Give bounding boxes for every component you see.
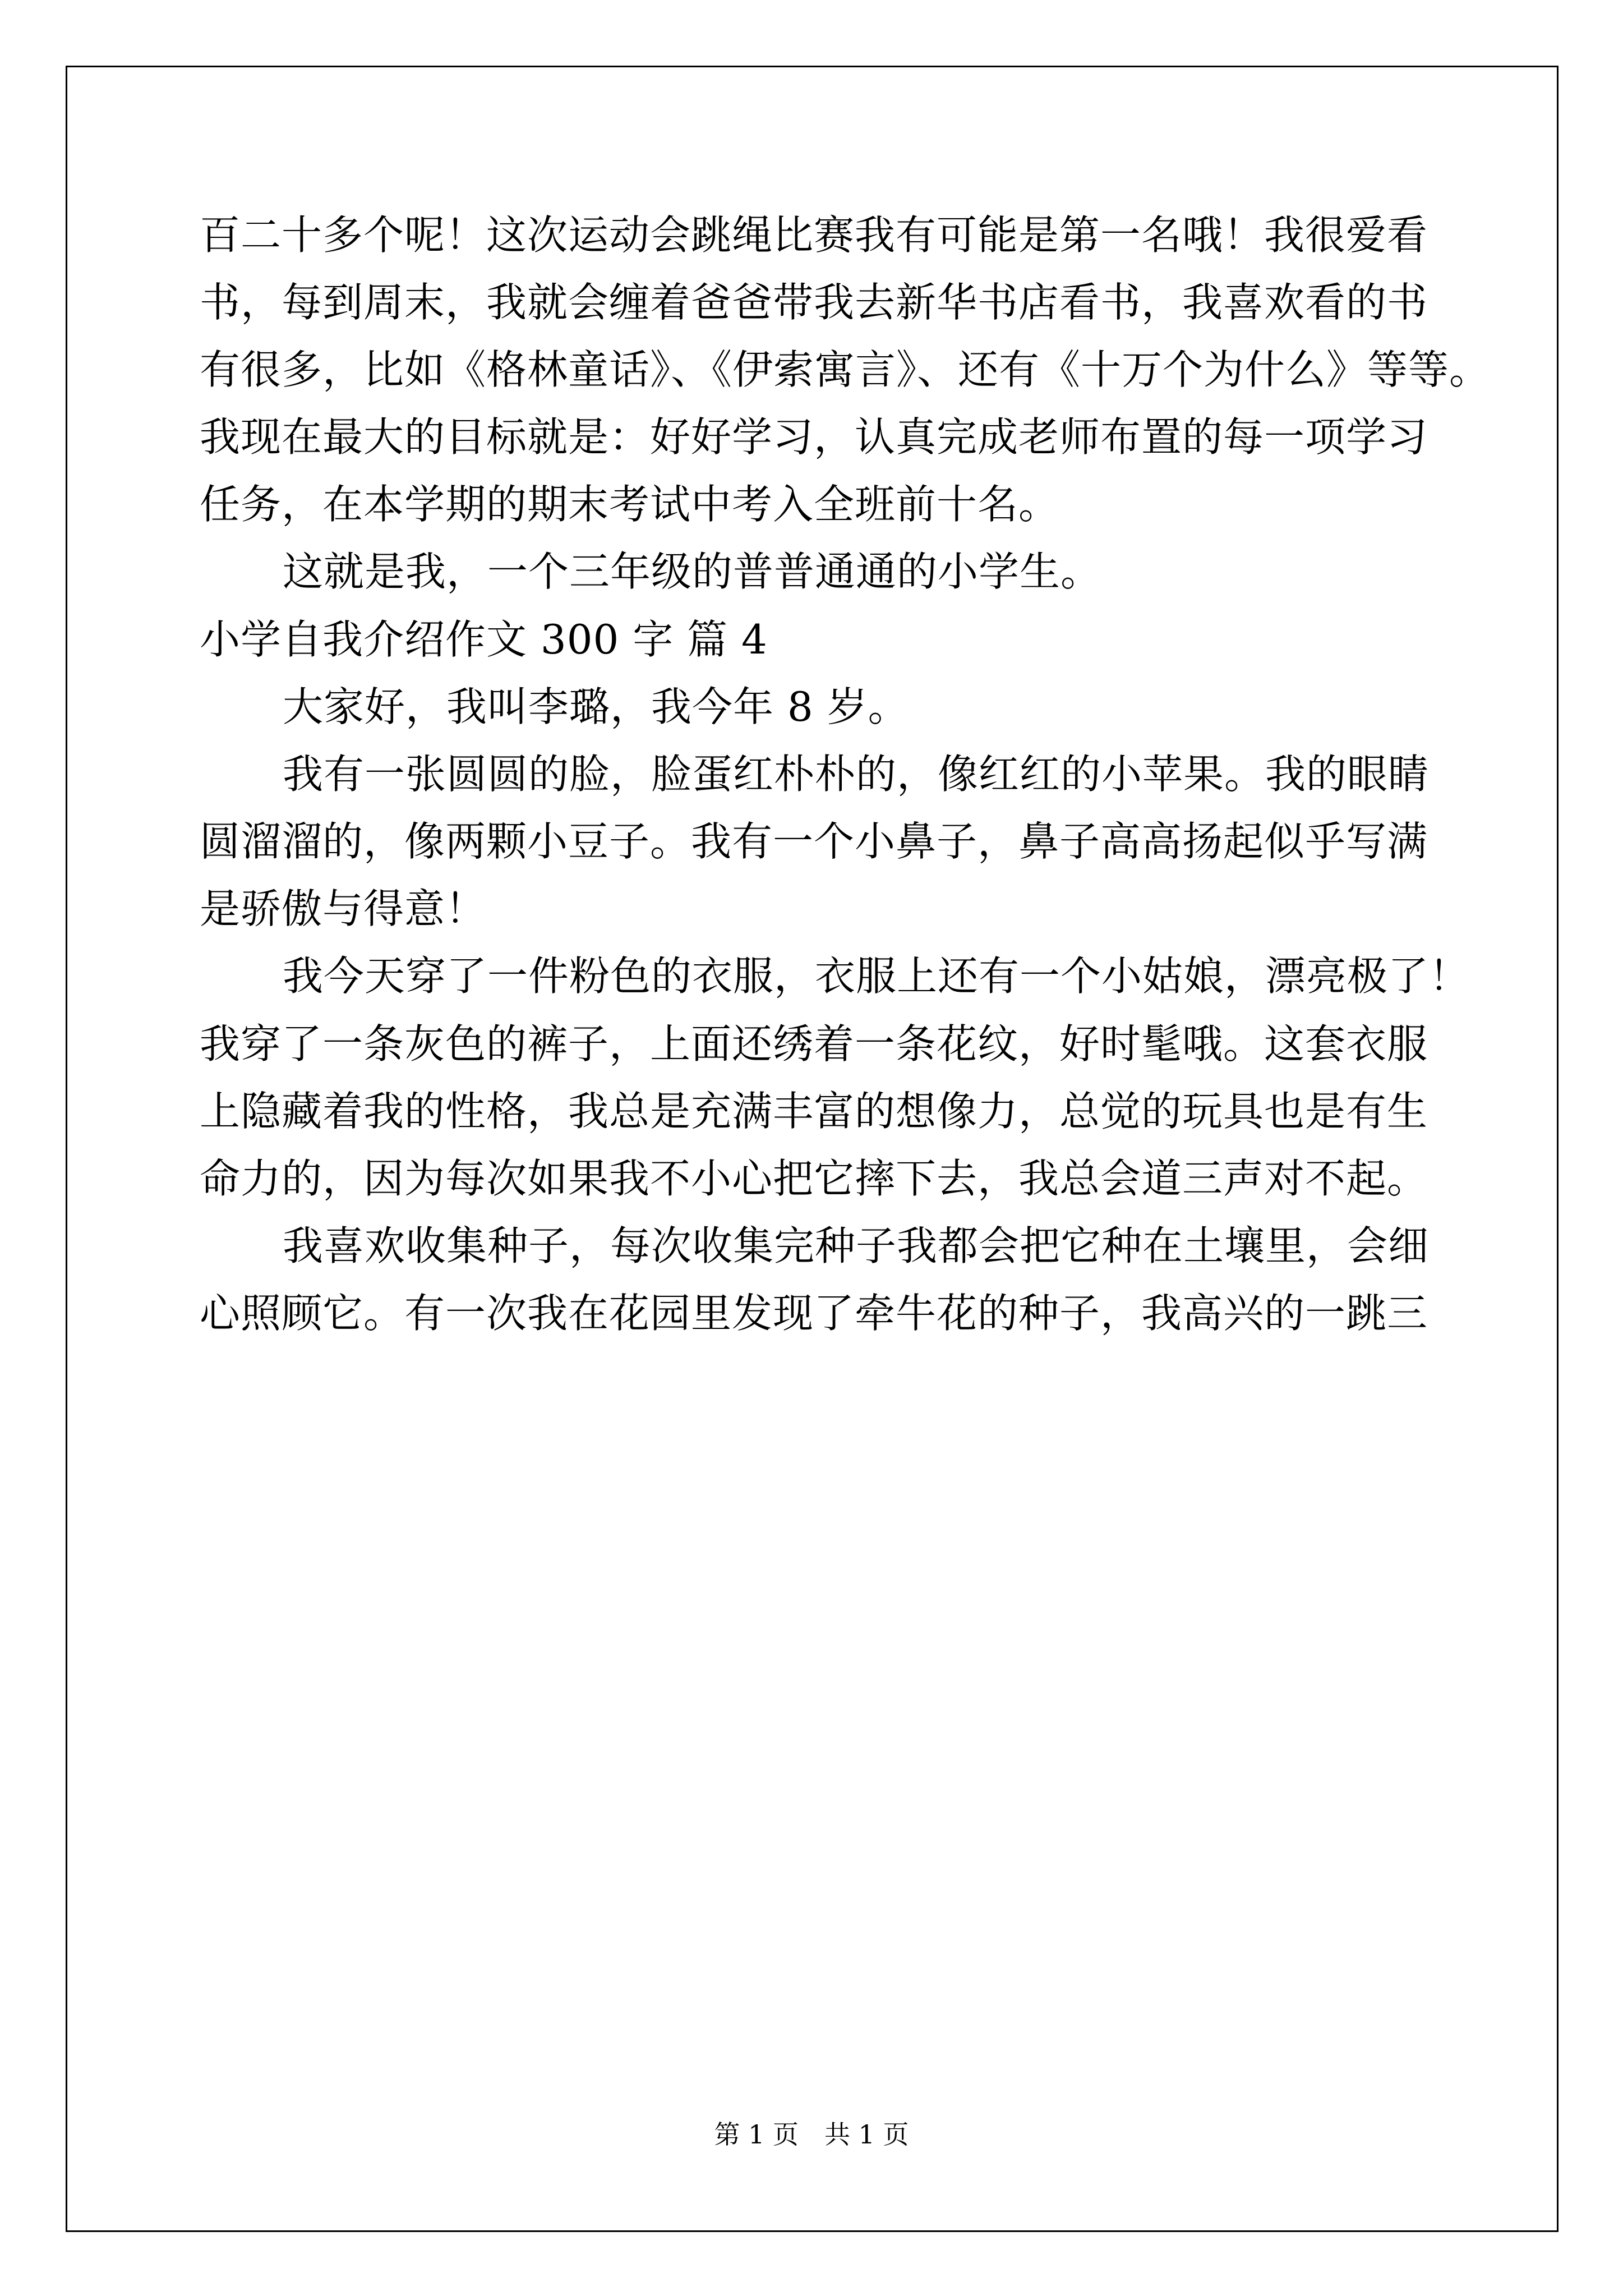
text-line: 书，每到周末，我就会缠着爸爸带我去新华书店看书，我喜欢看的书 bbox=[200, 279, 1428, 326]
text-line: 我喜欢收集种子，每次收集完种子我都会把它种在土壤里，会细 bbox=[283, 1222, 1430, 1269]
text-line: 任务，在本学期的期末考试中考入全班前十名。 bbox=[200, 481, 1060, 528]
text-line: 大家好，我叫李璐，我今年 8 岁。 bbox=[283, 683, 909, 730]
text-line: 这就是我，一个三年级的普普通通的小学生。 bbox=[283, 548, 1102, 595]
text-line: 我有一张圆圆的脸，脸蛋红朴朴的，像红红的小苹果。我的眼睛 bbox=[283, 751, 1430, 798]
text-line: 我现在最大的目标就是：好好学习，认真完成老师布置的每一项学习 bbox=[200, 413, 1428, 461]
text-line: 我今天穿了一件粉色的衣服，衣服上还有一个小姑娘，漂亮极了！ bbox=[283, 953, 1470, 1000]
text-line: 上隐藏着我的性格，我总是充满丰富的想像力，总觉的玩具也是有生 bbox=[200, 1088, 1428, 1135]
text-line: 命力的，因为每次如果我不小心把它摔下去，我总会道三声对不起。 bbox=[200, 1155, 1428, 1202]
text-line: 圆溜溜的，像两颗小豆子。我有一个小鼻子，鼻子高高扬起似乎写满 bbox=[200, 818, 1428, 865]
text-line: 有很多，比如《格林童话》、《伊索寓言》、还有《十万个为什么》等等。 bbox=[200, 346, 1491, 393]
page-number-footer: 第 1 页 共 1 页 bbox=[714, 2119, 909, 2150]
text-line: 心照顾它。有一次我在花园里发现了牵牛花的种子，我高兴的一跳三 bbox=[200, 1290, 1428, 1337]
section-heading: 小学自我介绍作文 300 字 篇 4 bbox=[200, 616, 768, 663]
text-line: 百二十多个呢！这次运动会跳绳比赛我有可能是第一名哦！我很爱看 bbox=[200, 211, 1428, 259]
text-line: 是骄傲与得意！ bbox=[200, 885, 487, 932]
text-line: 我穿了一条灰色的裤子，上面还绣着一条花纹，好时髦哦。这套衣服 bbox=[200, 1020, 1428, 1068]
